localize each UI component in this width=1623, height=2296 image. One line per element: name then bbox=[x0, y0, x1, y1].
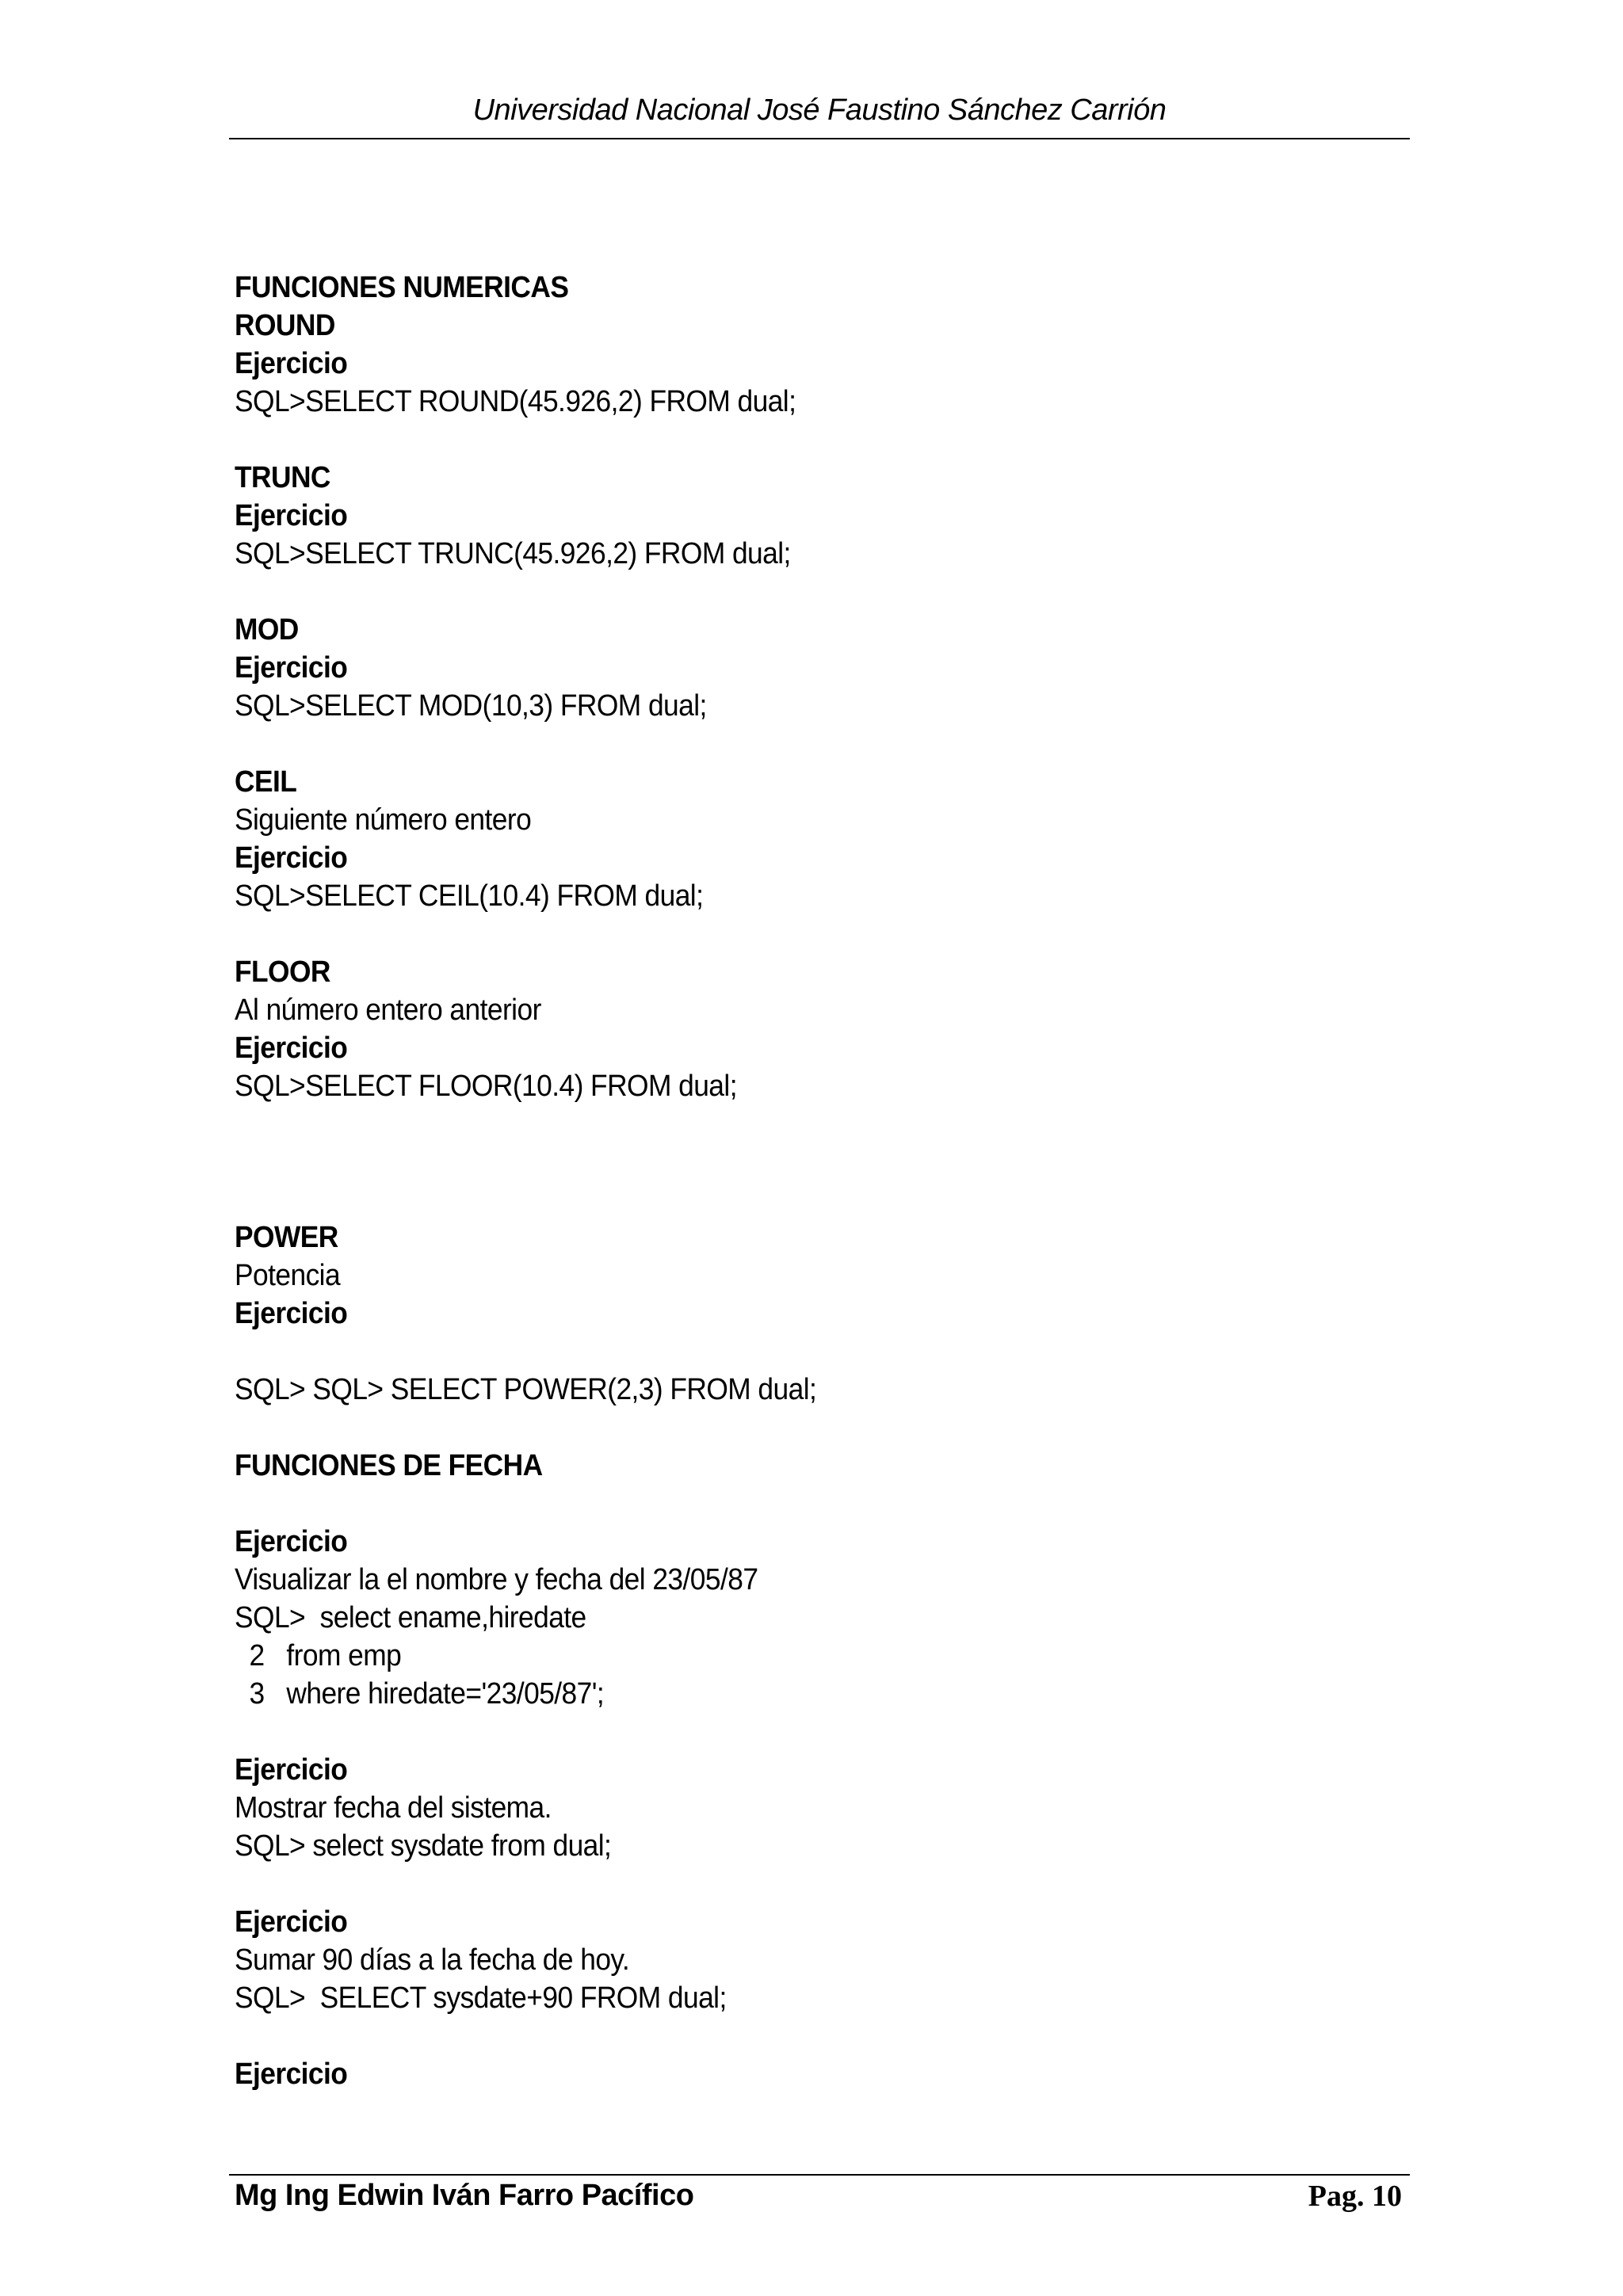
floor-title: FLOOR bbox=[235, 955, 330, 989]
page-header: Universidad Nacional José Faustino Sánchez Carrión bbox=[472, 93, 1167, 127]
header-rule bbox=[229, 138, 1410, 139]
mod-exercise-label: Ejercicio bbox=[235, 651, 348, 685]
power-title: POWER bbox=[235, 1221, 338, 1254]
date-ex4-exercise-label: Ejercicio bbox=[235, 2058, 348, 2091]
footer-rule bbox=[229, 2174, 1410, 2176]
power-description: Potencia bbox=[235, 1259, 341, 1292]
date-ex3-description: Sumar 90 días a la fecha de hoy. bbox=[235, 1943, 630, 1977]
ceil-exercise-label: Ejercicio bbox=[235, 841, 348, 875]
date-ex1-description: Visualizar la el nombre y fecha del 23/05/87 bbox=[235, 1563, 758, 1596]
ceil-sql: SQL>SELECT CEIL(10.4) FROM dual; bbox=[235, 879, 704, 913]
footer-author: Mg Ing Edwin Iván Farro Pacífico bbox=[235, 2179, 694, 2212]
section-title-numeric: FUNCIONES NUMERICAS bbox=[235, 271, 569, 304]
date-ex1-sql-line-1: SQL> select ename,hiredate bbox=[235, 1601, 586, 1634]
ceil-description: Siguiente número entero bbox=[235, 803, 532, 837]
section-title-date: FUNCIONES DE FECHA bbox=[235, 1449, 543, 1482]
trunc-exercise-label: Ejercicio bbox=[235, 499, 348, 532]
date-ex2-sql: SQL> select sysdate from dual; bbox=[235, 1829, 612, 1863]
date-ex1-exercise-label: Ejercicio bbox=[235, 1525, 348, 1558]
footer-page-number: Pag. 10 bbox=[1308, 2180, 1402, 2213]
floor-sql: SQL>SELECT FLOOR(10.4) FROM dual; bbox=[235, 1070, 737, 1103]
date-ex1-sql-line-2: 2 from emp bbox=[235, 1639, 402, 1672]
date-ex2-description: Mostrar fecha del sistema. bbox=[235, 1791, 552, 1825]
power-sql: SQL> SQL> SELECT POWER(2,3) FROM dual; bbox=[235, 1373, 817, 1406]
power-exercise-label: Ejercicio bbox=[235, 1297, 348, 1330]
ceil-title: CEIL bbox=[235, 765, 297, 799]
round-exercise-label: Ejercicio bbox=[235, 347, 348, 380]
round-sql: SQL>SELECT ROUND(45.926,2) FROM dual; bbox=[235, 385, 796, 418]
floor-description: Al número entero anterior bbox=[235, 994, 541, 1027]
date-ex2-exercise-label: Ejercicio bbox=[235, 1753, 348, 1787]
mod-title: MOD bbox=[235, 613, 299, 646]
round-title: ROUND bbox=[235, 309, 335, 342]
date-ex3-exercise-label: Ejercicio bbox=[235, 1905, 348, 1939]
date-ex1-sql-line-3: 3 where hiredate='23/05/87'; bbox=[235, 1677, 605, 1711]
date-ex3-sql: SQL> SELECT sysdate+90 FROM dual; bbox=[235, 1981, 727, 2015]
trunc-sql: SQL>SELECT TRUNC(45.926,2) FROM dual; bbox=[235, 537, 791, 570]
floor-exercise-label: Ejercicio bbox=[235, 1032, 348, 1065]
trunc-title: TRUNC bbox=[235, 461, 330, 494]
mod-sql: SQL>SELECT MOD(10,3) FROM dual; bbox=[235, 689, 707, 723]
